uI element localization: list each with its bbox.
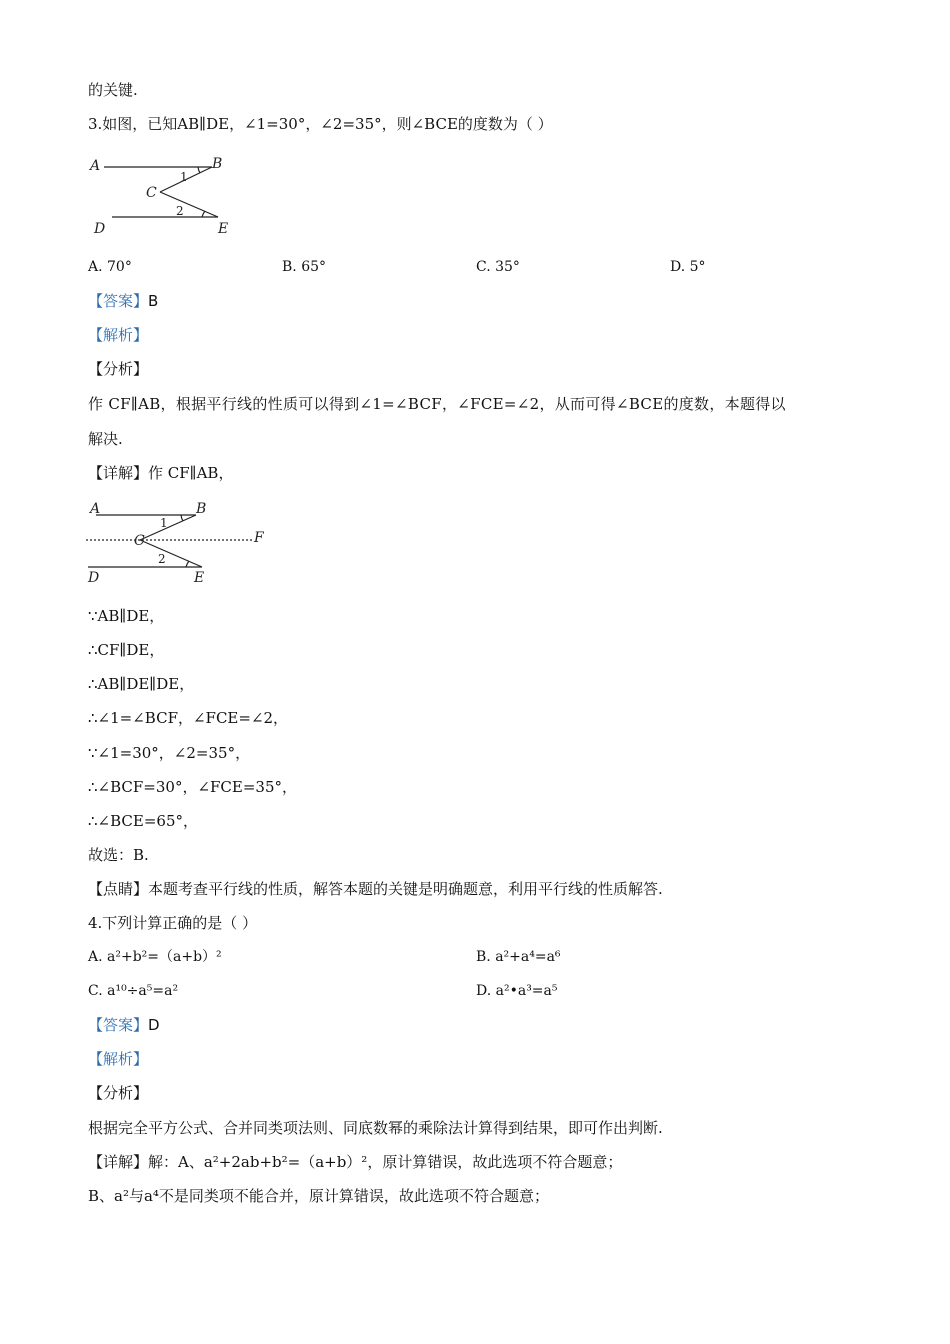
figure-q3 bbox=[86, 150, 246, 240]
q4-option-c: C. a¹⁰÷a⁵=a² bbox=[88, 983, 179, 999]
question-3: 3.如图，已知AB∥DE，∠1=30°，∠2=35°，则∠BCE的度数为（ ） bbox=[88, 115, 553, 133]
figure-q3-solution bbox=[84, 496, 274, 588]
step-3: ∴AB∥DE∥DE， bbox=[88, 675, 195, 693]
q3-option-b: B. 65° bbox=[282, 259, 327, 275]
step-2: ∴CF∥DE， bbox=[88, 641, 165, 659]
label-C: C bbox=[134, 533, 145, 549]
text-line: 的关键. bbox=[88, 81, 138, 99]
step-1: ∵AB∥DE， bbox=[88, 607, 165, 625]
q4-option-d: D. a²•a³=a⁵ bbox=[476, 983, 558, 999]
label-A: A bbox=[90, 158, 101, 174]
label-B: B bbox=[212, 156, 223, 172]
step-8: 故选：B. bbox=[88, 846, 149, 864]
label-A: A bbox=[90, 501, 101, 517]
label-D: D bbox=[88, 570, 100, 586]
label-E: E bbox=[218, 221, 229, 237]
answer-tag: 【答案】 bbox=[88, 292, 149, 310]
label-F: F bbox=[254, 530, 264, 546]
q4-analysis: 根据完全平方公式、合并同类项法则、同底数幂的乘除法计算得到结果，即可作出判断. bbox=[88, 1119, 663, 1137]
angle-2-label: 2 bbox=[176, 204, 184, 218]
step-7: ∴∠BCE=65°， bbox=[88, 812, 198, 830]
angle-1-label: 1 bbox=[180, 170, 188, 184]
step-5: ∵∠1=30°，∠2=35°， bbox=[88, 744, 251, 762]
label-E: E bbox=[194, 570, 205, 586]
step-4: ∴∠1=∠BCF，∠FCE=∠2， bbox=[88, 709, 289, 727]
q4-detail-b: B、a²与a⁴不是同类项不能合并，原计算错误，故此选项不符合题意； bbox=[88, 1187, 549, 1205]
step-6: ∴∠BCF=30°，∠FCE=35°， bbox=[88, 778, 298, 796]
label-D: D bbox=[94, 221, 106, 237]
q3-fenxi: 【分析】 bbox=[88, 360, 149, 378]
q4-answer bbox=[88, 1015, 160, 1035]
label-C: C bbox=[146, 185, 157, 201]
q4-fenxi: 【分析】 bbox=[88, 1084, 149, 1102]
q3-option-a: A. 70° bbox=[88, 259, 132, 275]
label-B: B bbox=[196, 501, 207, 517]
q3-answer bbox=[88, 291, 158, 311]
angle-2-label: 2 bbox=[158, 552, 166, 566]
answer-tag: 【答案】 bbox=[88, 1016, 149, 1034]
q3-option-c: C. 35° bbox=[476, 259, 520, 275]
q3-comment: 【点睛】本题考查平行线的性质，解答本题的关键是明确题意，利用平行线的性质解答. bbox=[88, 880, 663, 898]
q4-jiexi: 【解析】 bbox=[88, 1050, 149, 1068]
q4-detail-a: 【详解】解：A、a²+2ab+b²=（a+b）²，原计算错误，故此选项不符合题意； bbox=[88, 1153, 623, 1171]
q3-analysis-2: 解决. bbox=[88, 430, 123, 448]
angle-1-label: 1 bbox=[160, 516, 168, 530]
q3-analysis-1: 作 CF∥AB，根据平行线的性质可以得到∠1=∠BCF，∠FCE=∠2，从而可得∠BCE的度数，本题得以 bbox=[88, 395, 786, 413]
q3-jiexi: 【解析】 bbox=[88, 326, 149, 344]
answer-value: D bbox=[148, 1016, 160, 1034]
q3-option-d: D. 5° bbox=[670, 259, 706, 275]
q3-detail-head: 【详解】作 CF∥AB， bbox=[88, 464, 234, 482]
question-4: 4.下列计算正确的是（ ） bbox=[88, 914, 258, 932]
q4-option-a: A. a²+b²=（a+b）² bbox=[88, 949, 222, 965]
answer-value: B bbox=[148, 292, 159, 310]
q4-option-b: B. a²+a⁴=a⁶ bbox=[476, 949, 561, 965]
